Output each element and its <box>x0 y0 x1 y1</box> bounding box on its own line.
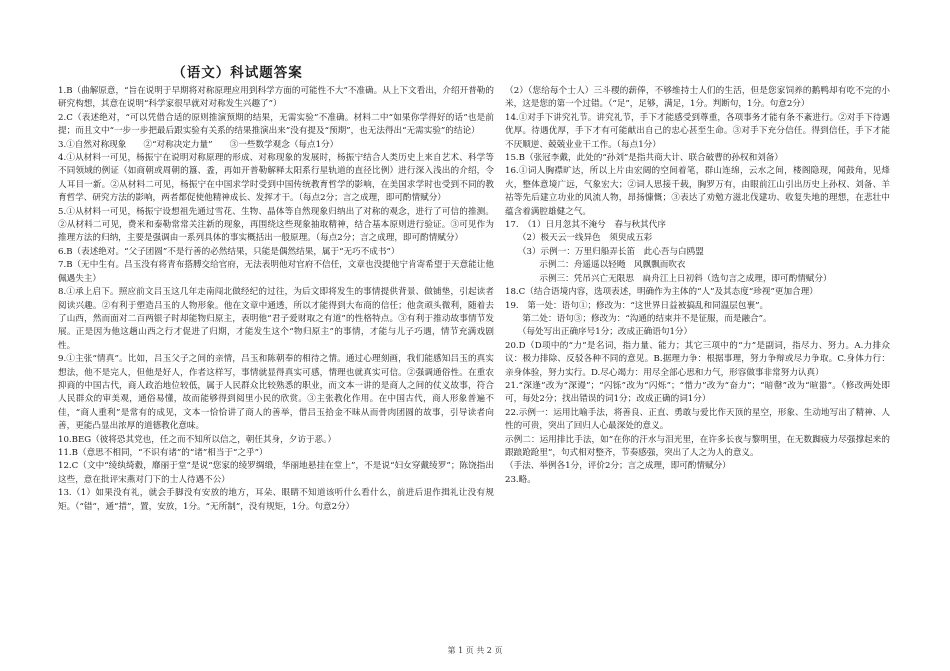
answer-paragraph: 4.①从材料一可见，杨振宁在说明对称原理的形成、对称现象的发展时，杨振宁结合人类历史上来自艺术、科学等不同领域的例证（如商朝或周朝的簋、盉，再如开普勒解释太阳系行星轨道的直径比例）进行深入浅出的介绍，令人耳目一新。②从材料二可见，杨振宁在中国求学时受到中国传统教育哲学的影响，在美国求学时也受到不同的教育哲学、研究方法的影响，两者都促使他精神成长、发挥才干。（每点2分；言之成理，即可酌情赋分） <box>58 153 494 204</box>
answer-paragraph: 11.B（意思不相同，“不识有诸”的“诸”相当于“之乎”） <box>58 447 268 458</box>
right-column <box>505 85 890 487</box>
answer-paragraph: 3.①自然对称现象 ②“对称决定力量” ③一些数学观念（每点1分） <box>58 139 339 150</box>
answer-paragraph: 9.①主张“情真”。比如，吕玉父子之间的亲情，吕玉和陈朝奉的相待之情。通过心理刻画，我们能感知吕玉的真实想法，他不是完人，但他是好人，作者这样写，事情就显得真实可感，情理也就真实可信。②强调通俗性。在重农抑商的中国古代，商人政治地位较低，属于人民群众比较熟悉的职业，而文本一讲的是商人之间的仗义故事，符合人民群众的审美观，通俗易懂，故而能够得到阅里小民的欣赏。③主张教化作用。在中国古代，商人形象普遍不佳，“商人重利”是常有的成见，文本一恰恰讲了商人的善举，借吕玉拾金不昧从而骨肉团圆的故事，引导读者向善，更能凸显出浓厚的道德教化意味。 <box>58 354 494 432</box>
answer-paragraph: （2）（您给每个士人）三斗稷的薪俸，不够维持士人们的生活，但是您家饲养的鹅鸭却有吃不完的小米，这是您的第一个过错。（“足”，足够，满足，1分。判断句，1分。句意2分） <box>505 86 890 110</box>
answer-paragraph: 8.①承上启下。照应前文吕玉这几年走南闯北做经纪的过往，为后文即将发生的事情提供背景、做铺垫，引起读者阅读兴趣。②有利于塑造吕玉的人物形象。他在文章中通透，所以才能得到大布商的信任；他贪顽头微利，随着去了山西，然而面对二百两银子时却能物归原主，表明他“君子爱财取之有道”的性格特点。③有利于推动故事情节发展。正是因为他这趟山西之行才促进了归期，才能发生这个“物归原主”的事情，才能与儿子巧遇，情节充满戏剧性。 <box>58 287 494 351</box>
answer-paragraph: 第二处：语句③；修改为：“沟通的结束并不是征服，而是融合”。 <box>505 313 772 324</box>
answer-paragraph: 12.C（文中“绫纨绮縠，靡丽于堂”是说“您家的绫罗绸缎，华丽地悬挂在堂上”，不是说“妇女穿戴绫罗”；陈饶指出这些，意在批评宋燕对门下的士人待遇不公） <box>58 461 494 485</box>
answer-paragraph: （2）极天云一线异色 须臾成五彩 <box>505 233 653 244</box>
answer-paragraph: 21.“深逢”改为“深谩”；“闪铄”改为“闪烁”；“惜力”改为“奋力”；“暗罄”改为“暄嚣”。（修改两处即可，每处2分；找出错误的词1分；改成正确的词1分） <box>505 380 890 405</box>
answer-paragraph: 23.略。 <box>505 474 536 485</box>
answer-paragraph: 15.B（张冠李戴，此处的“孙刘”是指共商大计、联合破曹的孙权和刘备） <box>505 153 783 164</box>
answer-paragraph: 5.①从材料一可见，杨振宁设想祖先通过雪花、生物、晶体等自然现象归纳出了对称的观念，进行了可信的推测。②从材料二可见，费米和泰勒常常关注新的现象，再围绕这些现象抽取精神，结合基本原则进行验证。③可见作为推理方法的归纳，主要是强调由一系列具体的事实概括出一般原理。（每点2分；言之成理，即可酌情赋分） <box>58 206 494 244</box>
answer-paragraph: 10.BEG（彼将恐其党也，任之而不知所以信之，朝任其身，夕访于恶。） <box>58 434 337 445</box>
answer-paragraph: 示例三：凭吊兴亡无限思 扁舟江上日初斜（选句言之成理，即可酌情赋分） <box>505 273 832 284</box>
answer-paragraph: 13.（1）如果没有礼，就会手脚没有安放的地方，耳朵、眼睛不知道该听什么看什么，前进后退作揖礼让没有规矩。（“错”，通“措”，置，安放，1分。“无所制”，没有规矩，1分。句意2分） <box>58 488 494 512</box>
answer-paragraph: 16.①词人胸襟旷达，所以上片由宏阔的空间着笔，群山连绵，云水之间，楼阁隐现，闻鼓角，见烽火，整体意境广远，气象宏大；②词人思接千载，胸罗万有，由眼前江山引出历史上孙权、刘备、羊祜等先后建立功业的风流人物，昂扬慷慨；③表达了劝勉方滋北伐建功、收复失地的理想，在悲壮中蕴含着满腔雄健之气。 <box>505 166 890 217</box>
answer-paragraph: （手法、举例各1分，评价2分；言之成理，即可酌情赋分） <box>505 461 731 472</box>
answer-paragraph: 20.D（D项中的“力”是名词，指力量、能力；其它三项中的“力”是副词，指尽力、努力。A.力排众议：极力排除、反驳各种不同的意见。B.据理力争：根据事理，努力争辩或尽力争取。C.身体力行：亲身体验，努力实行。D.尽心竭力：用尽全部心思和力气，形容做事非常努力认真） <box>505 340 890 378</box>
left-column <box>58 85 494 514</box>
answer-paragraph: 17. （1）日月忽其不淹兮 春与秋其代序 <box>505 220 666 231</box>
answer-paragraph: （每处写出正确序号1分；改成正确语句1分） <box>505 327 693 338</box>
answer-paragraph: 6.B（表述绝对。“父子团圆”不是行善的必然结果，只能是偶然结果，属于“无巧不成书”） <box>58 246 400 257</box>
answer-paragraph: 2.C（表述绝对，“可以凭借合适的原则推演预期的结果，无需实验”不准确。材料二中“如果你学得好的话”也是前提；而且文中“一步一步把最后跟实验有关系的结果推演出来”没有提及“预期”，也无法得出“无需实验”的结论） <box>58 112 494 137</box>
answer-paragraph: 1.B（曲解原意，“旨在说明于早期将对称原理应用到科学方面的可能性不大”不准确。从上下文看出，介绍开普勒的研究构想，其意在说明“科学家很早就对对称发生兴趣了”） <box>58 86 494 110</box>
page-title: （语文）科试题答案 <box>172 65 303 81</box>
answer-paragraph: 18.C（结合语境内容，选项表述，明确作为主体的“人”及其态度“珍视”更加合理） <box>505 287 818 298</box>
answer-paragraph: 19. 第一处：语句①；修改为：“这世界日益被搞乱和同温层包裹”。 <box>505 300 769 311</box>
answer-paragraph: 22.示例一：运用比喻手法，将善良、正直、勇敢与爱比作天顶的星空，形象、生动地写出了精神、人性的可贵，突出了回归人心最深处的意义。 <box>505 407 890 432</box>
answer-paragraph: （3）示例一：万里归船弄长笛 此心吾与白鸥盟 <box>505 246 704 257</box>
answer-paragraph: 14.①对手下讲究礼节。讲究礼节，手下才能感受到尊重，各项事务才能有条不紊进行。②对手下待遇优厚。待遇优厚，手下才有可能献出自己的忠心甚至生命。③对手下充分信任。得到信任，手下才能不厌顺逆、兢兢业业干工作。（每点1分） <box>505 112 890 150</box>
answer-paragraph: 示例二：运用排比手法，如“在你的汗水与泪光里，在许多长夜与黎明里，在无数踟疲力尽强撑起来的跟踉跄跄里”，句式相对整齐，节奏感强，突出了人之为人的意义。 <box>505 434 890 458</box>
answer-paragraph: 7.B（无中生有。吕玉没有将青布搭膊交给官府，无法表明他对官府不信任，文章也没提他宁肯寄希望于天意能让他佩遇失主） <box>58 260 494 284</box>
answer-paragraph: 示例二：舟遥遥以轻飏 风飘飘而吹衣 <box>505 260 686 271</box>
page-number: 第 1 页 共 2 页 <box>447 646 503 655</box>
